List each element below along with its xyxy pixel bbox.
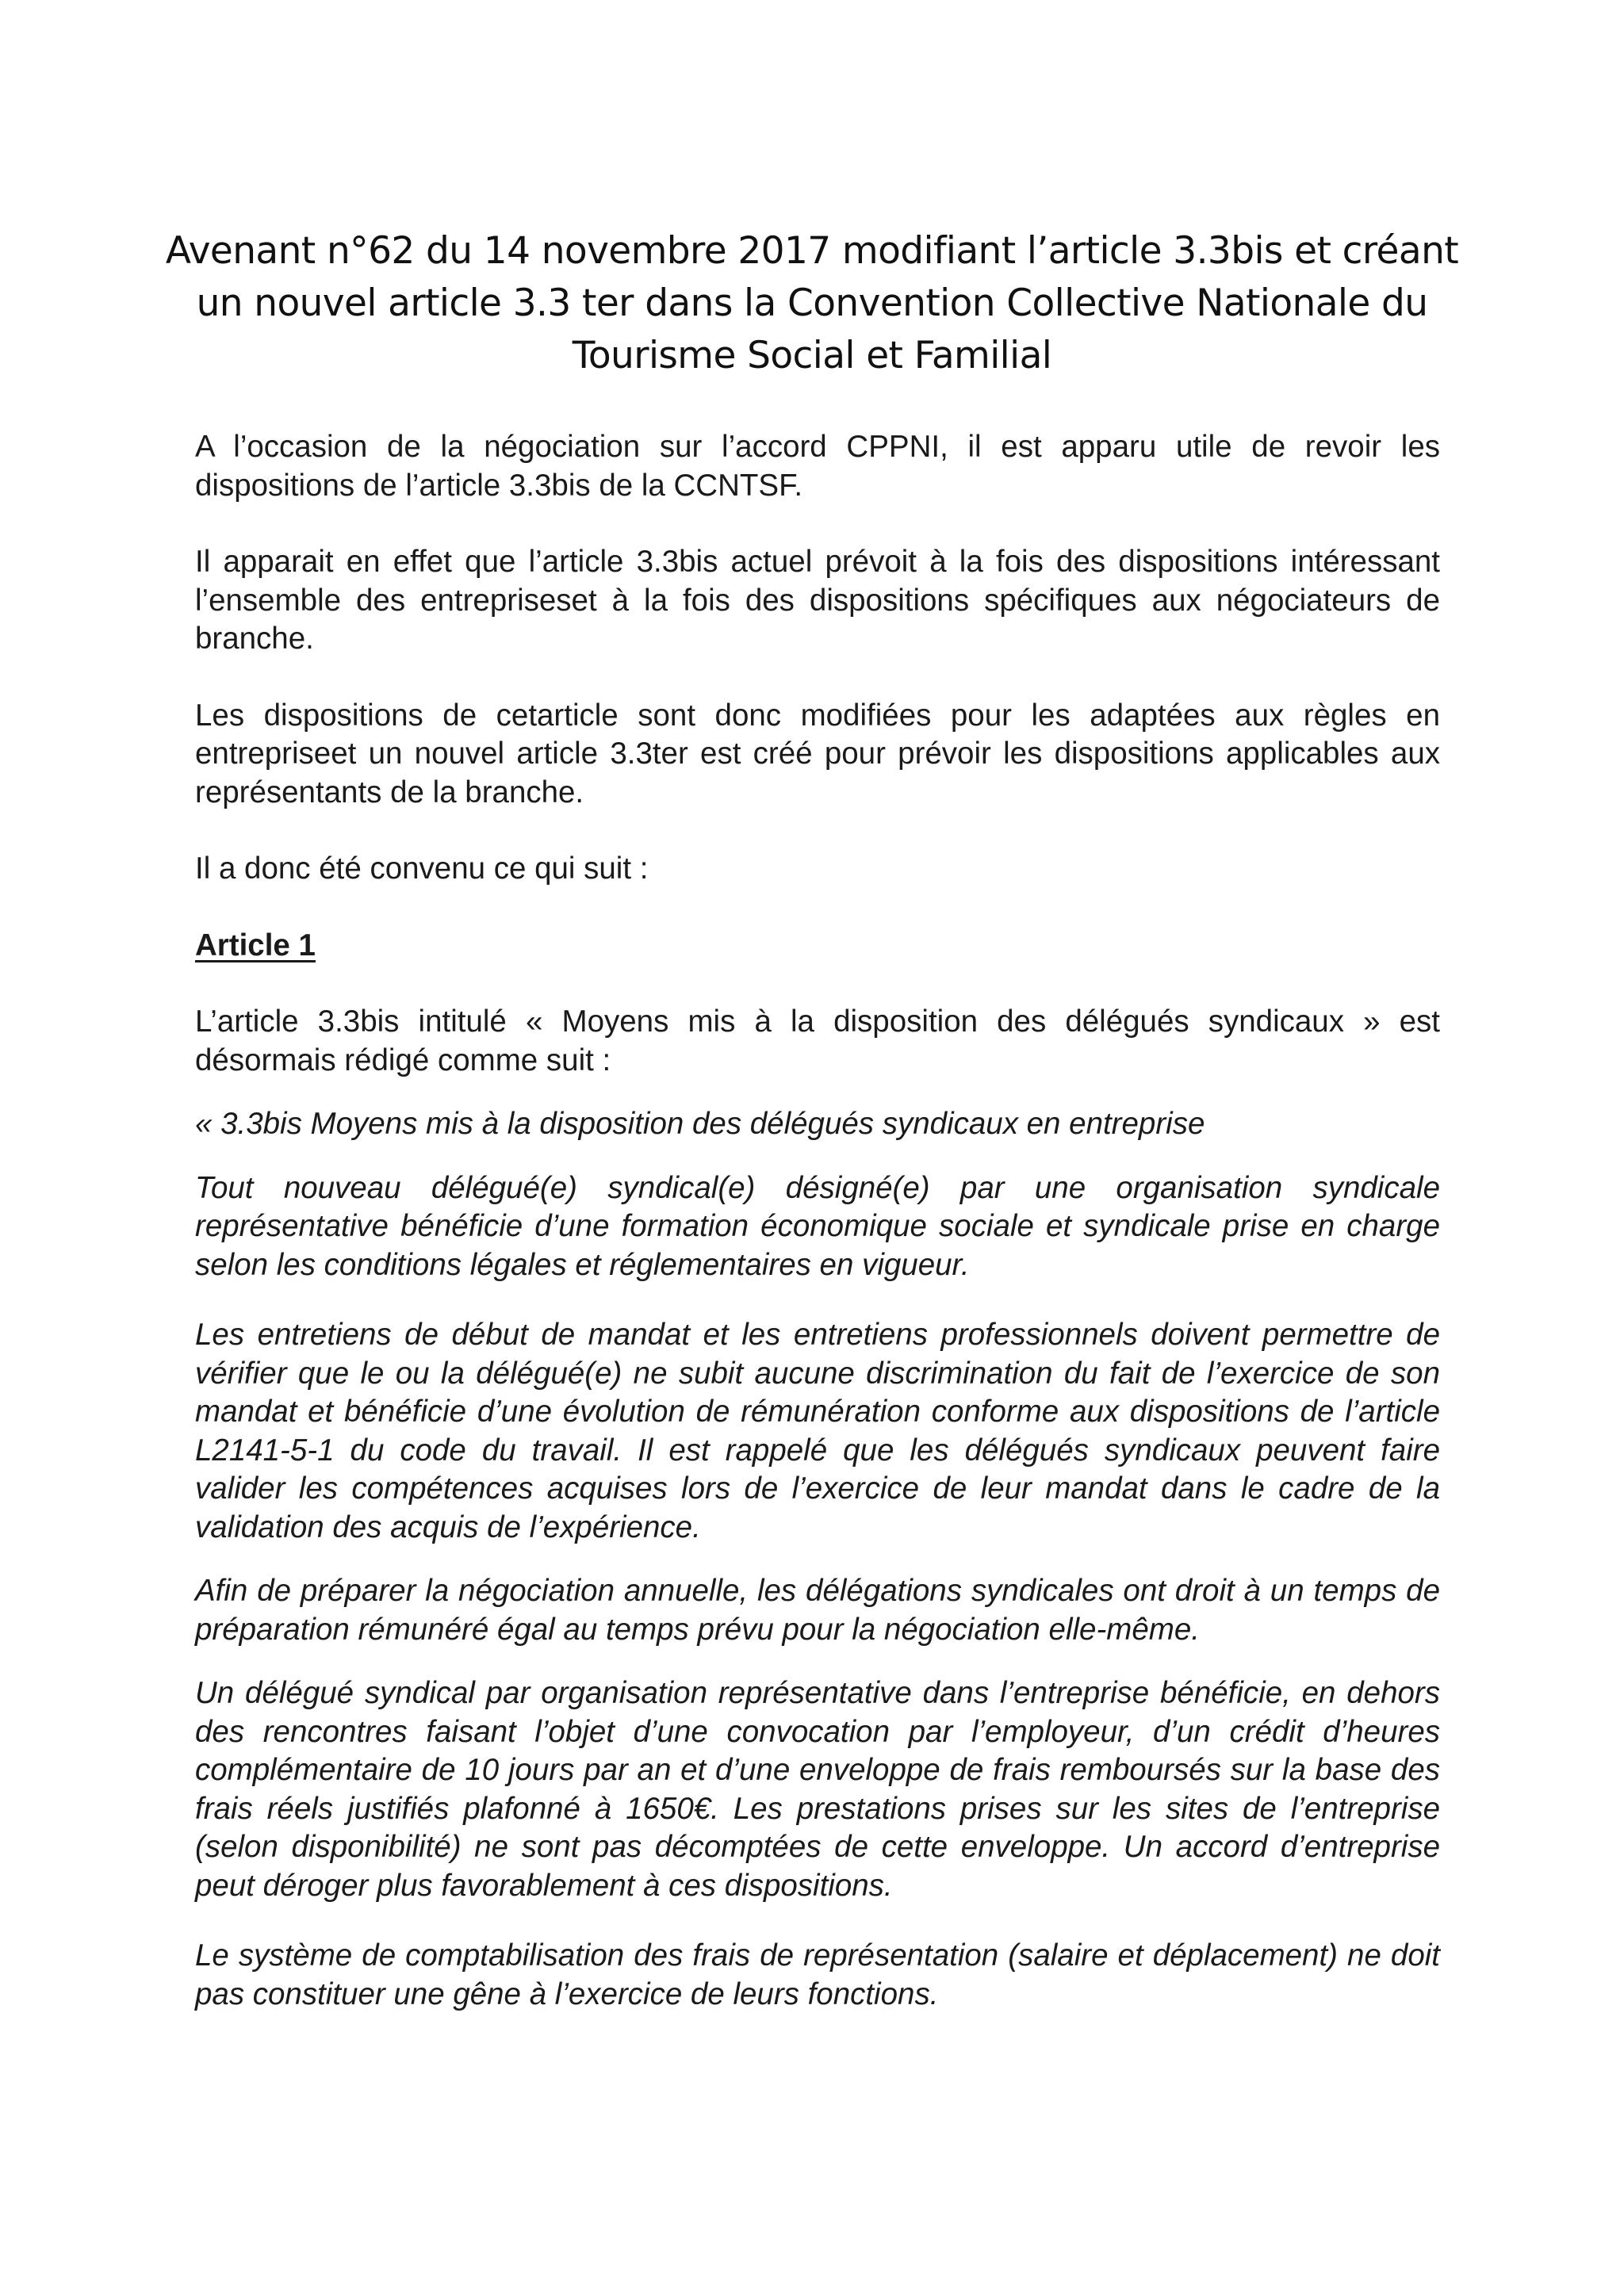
quoted-article-title: « 3.3bis Moyens mis à la disposition des délégués syndicaux en entreprise [195, 1107, 1205, 1141]
document-title: Avenant n°62 du 14 novembre 2017 modifiant l’article 3.3bis et créant un nouvel article 3.3 ter dans la Convention Collective Nationale du Tourisme Social et Familial [165, 229, 1459, 377]
quoted-paragraph: Tout nouveau délégué(e) syndical(e) désigné(e) par une organisation syndicale représentative bénéficie d’une formation économique sociale et syndicale prise en charge selon les conditions légales et réglementaires en vigueur. [195, 1170, 1440, 1282]
intro-paragraph: Il a donc été convenu ce qui suit : [195, 851, 649, 886]
quoted-paragraph: Afin de préparer la négociation annuelle, les délégations syndicales ont droit à un temps de préparation rémunéré égal au temps prévu pour la négociation elle-même. [195, 1574, 1440, 1647]
article-intro: L’article 3.3bis intitulé « Moyens mis à la disposition des délégués syndicaux » est désormais rédigé comme suit : [195, 1004, 1440, 1077]
quoted-paragraph: Un délégué syndical par organisation représentative dans l’entreprise bénéficie, en dehors des rencontres faisant l’objet d’une convocation par l’employeur, d’un crédit d’heures complémentaire de 10 jours par an et d’une enveloppe de frais remboursés sur la base des frais réels justifiés plafonné à 1650€. Les prestations prises sur les sites de l’entreprise (selon disponibilité) ne sont pas décomptées de cette enveloppe. Un accord d’entreprise peut déroger plus favorablement à ces dispositions. [195, 1676, 1440, 1903]
quoted-paragraph: Les entretiens de début de mandat et les entretiens professionnels doivent permettre de vérifier que le ou la délégué(e) ne subit aucune discrimination du fait de l’exercice de son mandat et bénéficie d’une évolution de rémunération conforme aux dispositions de l’article L2141-5-1 du code du travail. Il est rappelé que les délégués syndicaux peuvent faire valider les compétences acquises lors de l’exercice de leur mandat dans le cadre de la validation des acquis de l’expérience. [195, 1318, 1440, 1544]
quoted-paragraph: Le système de comptabilisation des frais de représentation (salaire et déplacement) ne doit pas constituer une gêne à l’exercice de leurs fonctions. [195, 1938, 1440, 2011]
article-heading: Article 1 [195, 928, 316, 962]
intro-paragraph: A l’occasion de la négociation sur l’accord CPPNI, il est apparu utile de revoir les dispositions de l’article 3.3bis de la CCNTSF. [195, 430, 1440, 503]
intro-paragraph: Les dispositions de cetarticle sont donc modifiées pour les adaptées aux règles en entrepriseet un nouvel article 3.3ter est créé pour prévoir les dispositions applicables aux représentants de la branche. [195, 698, 1440, 809]
intro-paragraph: Il apparait en effet que l’article 3.3bis actuel prévoit à la fois des dispositions intéressant l’ensemble des entrepriseset à la fois des dispositions spécifiques aux négociateurs de branche. [195, 545, 1440, 656]
document-body [195, 428, 1440, 2014]
